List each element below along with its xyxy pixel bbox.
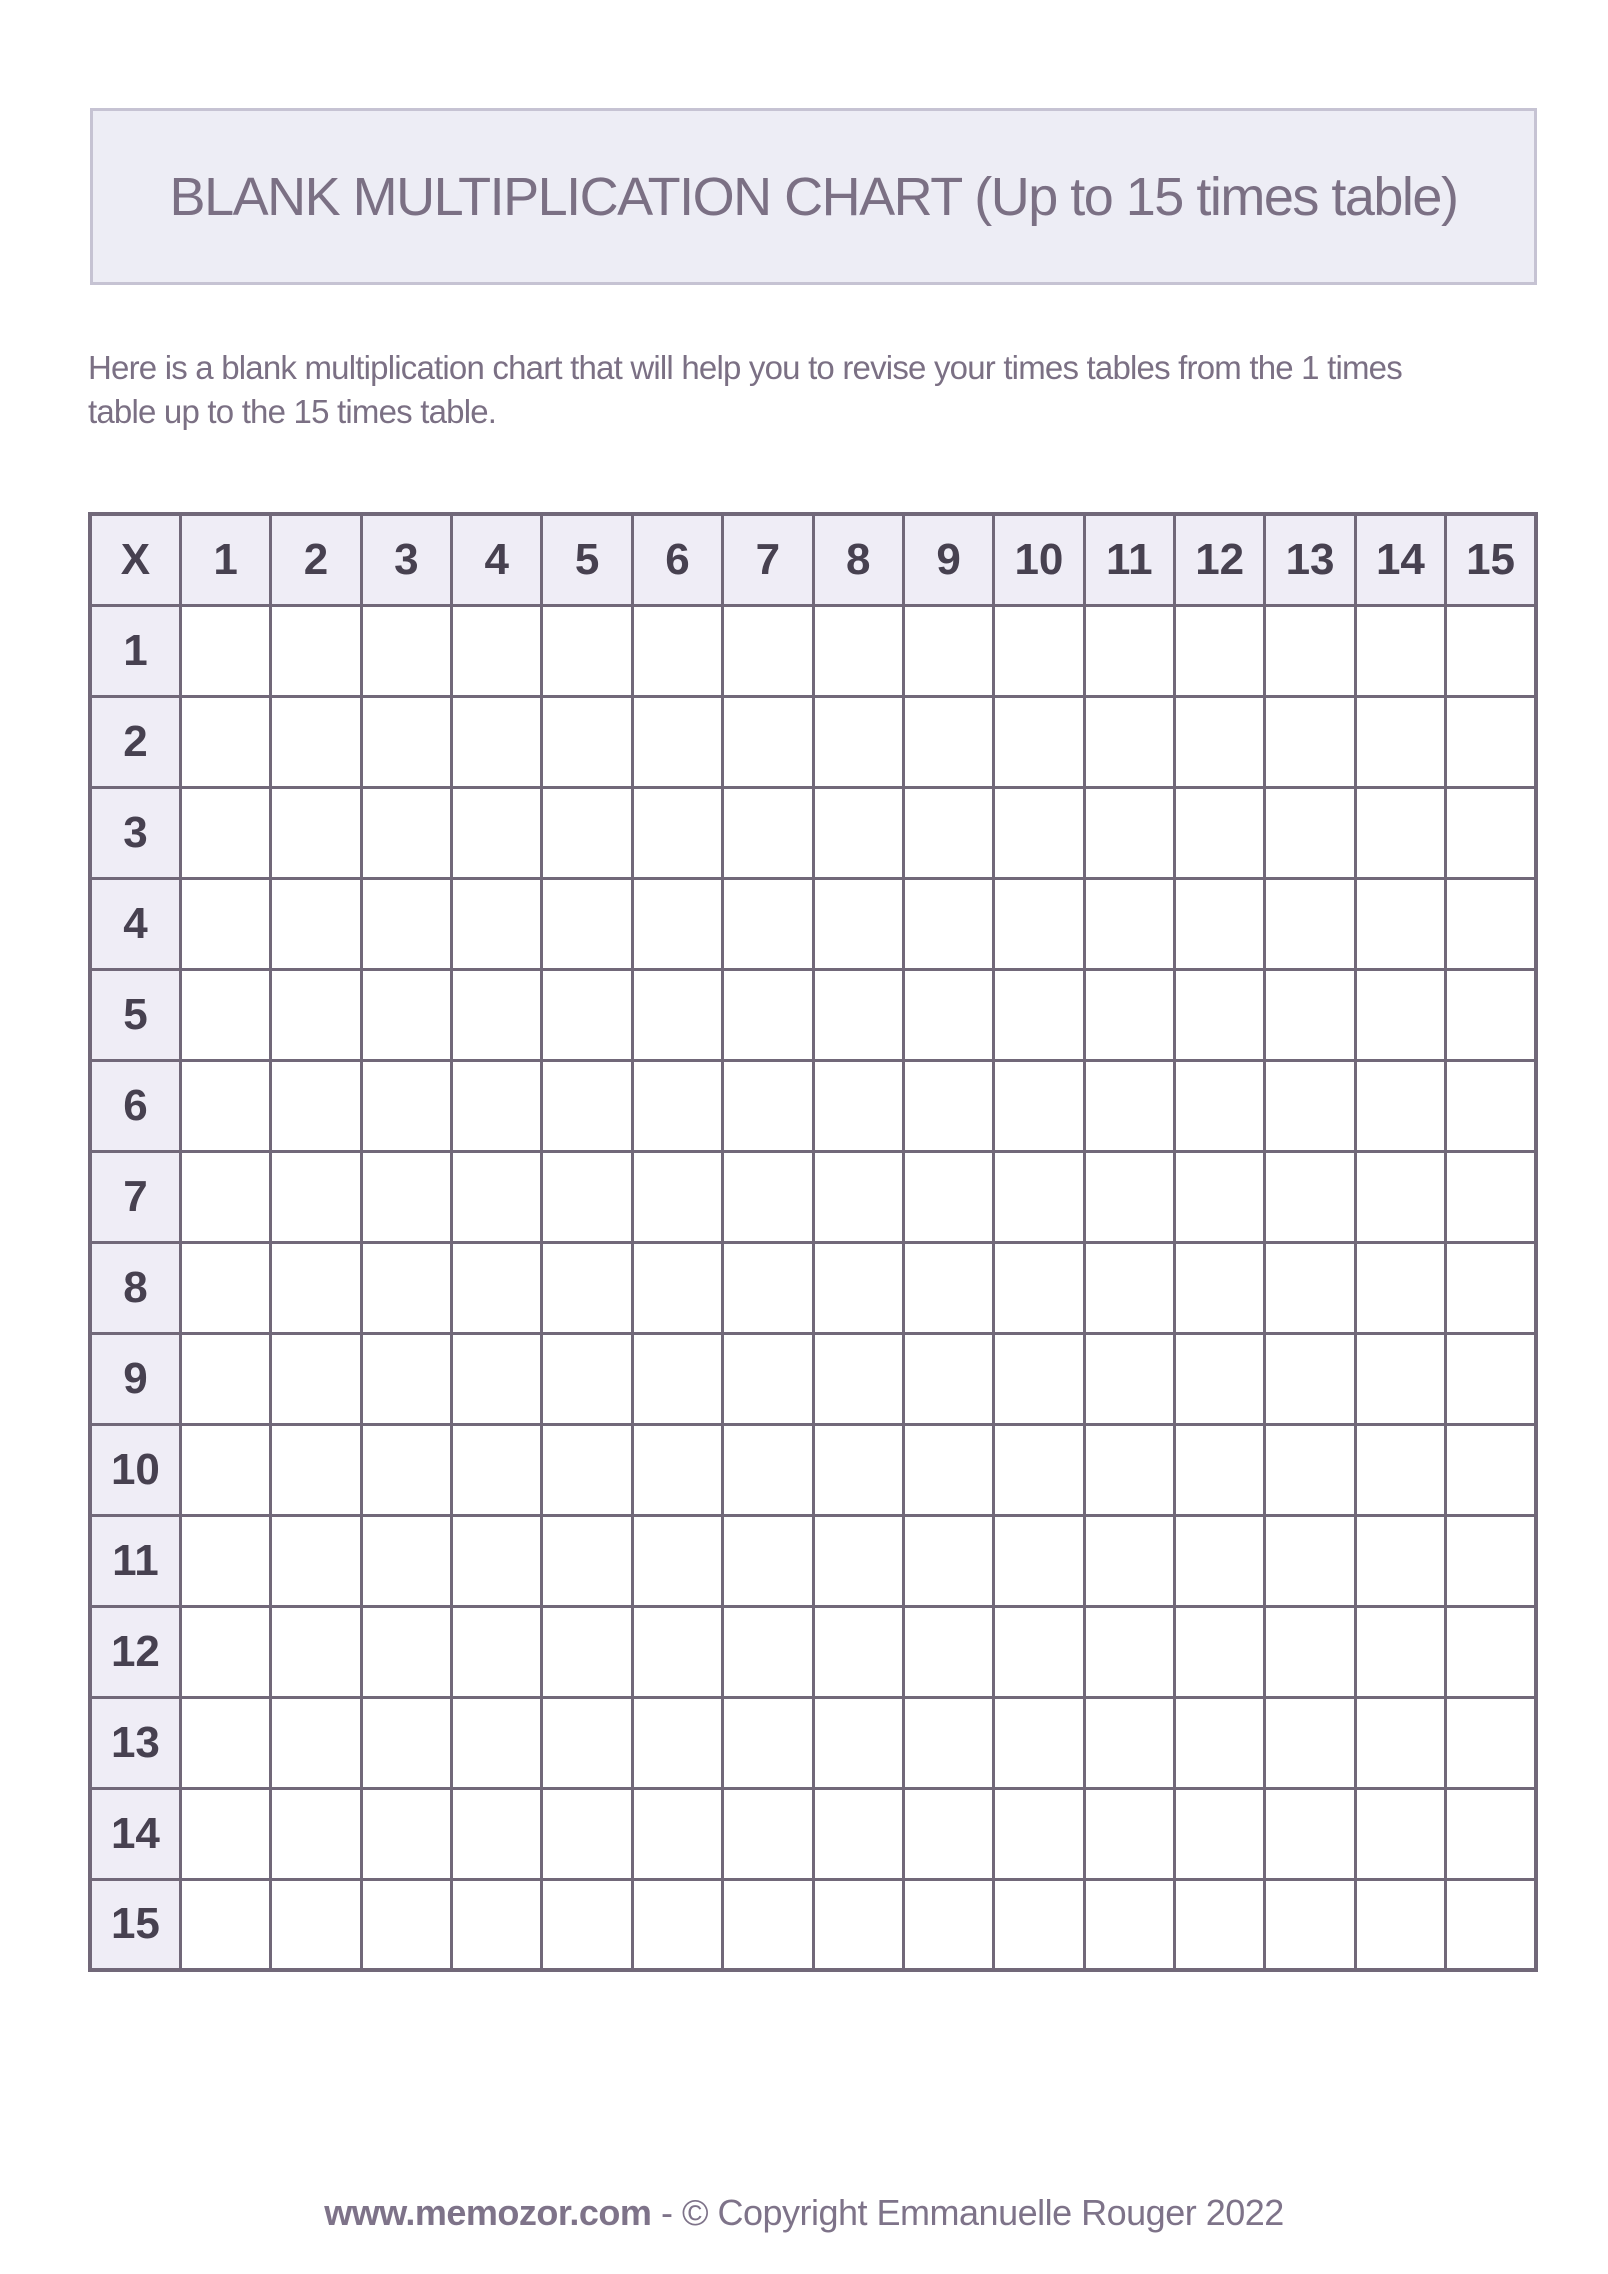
blank-cell <box>1446 1879 1536 1970</box>
blank-cell <box>1175 1697 1265 1788</box>
blank-cell <box>994 696 1084 787</box>
blank-cell <box>452 1879 542 1970</box>
blank-cell <box>1265 1606 1355 1697</box>
blank-cell <box>1175 1606 1265 1697</box>
blank-cell <box>1084 696 1174 787</box>
row-header-cell: 7 <box>90 1151 180 1242</box>
blank-cell <box>271 1697 361 1788</box>
blank-cell <box>452 1606 542 1697</box>
blank-cell <box>361 605 451 696</box>
blank-cell <box>1175 605 1265 696</box>
footer-copyright: © Copyright Emmanuelle Rouger 2022 <box>681 2192 1284 2233</box>
blank-cell <box>994 1606 1084 1697</box>
column-header-cell: 12 <box>1175 514 1265 605</box>
blank-cell <box>542 878 632 969</box>
blank-cell <box>1265 1697 1355 1788</box>
blank-cell <box>723 787 813 878</box>
blank-cell <box>994 1879 1084 1970</box>
blank-cell <box>271 696 361 787</box>
blank-cell <box>361 1697 451 1788</box>
blank-cell <box>1265 969 1355 1060</box>
blank-cell <box>271 1424 361 1515</box>
corner-header-cell: X <box>90 514 180 605</box>
blank-cell <box>361 696 451 787</box>
column-header-cell: 6 <box>632 514 722 605</box>
blank-cell <box>1446 787 1536 878</box>
blank-cell <box>632 1060 722 1151</box>
column-header-cell: 11 <box>1084 514 1174 605</box>
blank-cell <box>903 1515 993 1606</box>
blank-cell <box>813 878 903 969</box>
blank-cell <box>1175 1515 1265 1606</box>
blank-cell <box>542 969 632 1060</box>
blank-cell <box>903 1788 993 1879</box>
blank-cell <box>813 1788 903 1879</box>
blank-cell <box>271 969 361 1060</box>
blank-cell <box>903 878 993 969</box>
blank-cell <box>1265 1515 1355 1606</box>
blank-cell <box>903 1060 993 1151</box>
blank-cell <box>452 1060 542 1151</box>
blank-cell <box>723 1424 813 1515</box>
column-header-cell: 1 <box>180 514 270 605</box>
column-header-cell: 14 <box>1355 514 1445 605</box>
blank-cell <box>271 1606 361 1697</box>
table-row <box>90 1151 1536 1242</box>
blank-cell <box>1446 1333 1536 1424</box>
blank-cell <box>632 1788 722 1879</box>
blank-cell <box>1265 1333 1355 1424</box>
blank-cell <box>723 1515 813 1606</box>
blank-cell <box>1084 1879 1174 1970</box>
blank-cell <box>452 1697 542 1788</box>
blank-cell <box>903 696 993 787</box>
blank-cell <box>994 969 1084 1060</box>
blank-cell <box>1175 1151 1265 1242</box>
blank-cell <box>452 1424 542 1515</box>
blank-cell <box>994 1424 1084 1515</box>
blank-cell <box>452 605 542 696</box>
table-row <box>90 1060 1536 1151</box>
blank-cell <box>180 1879 270 1970</box>
blank-cell <box>1355 878 1445 969</box>
blank-cell <box>180 787 270 878</box>
table-row <box>90 1424 1536 1515</box>
blank-cell <box>994 878 1084 969</box>
blank-cell <box>813 696 903 787</box>
blank-cell <box>994 1151 1084 1242</box>
blank-cell <box>1175 1242 1265 1333</box>
row-header-cell: 6 <box>90 1060 180 1151</box>
blank-cell <box>903 1242 993 1333</box>
footer-separator: - <box>651 2192 682 2233</box>
column-header-cell: 10 <box>994 514 1084 605</box>
blank-cell <box>903 1697 993 1788</box>
blank-cell <box>632 1606 722 1697</box>
blank-cell <box>1446 605 1536 696</box>
blank-cell <box>271 1788 361 1879</box>
row-header-cell: 8 <box>90 1242 180 1333</box>
blank-cell <box>1265 787 1355 878</box>
blank-cell <box>361 1606 451 1697</box>
blank-cell <box>723 1151 813 1242</box>
blank-cell <box>813 787 903 878</box>
blank-cell <box>1175 1879 1265 1970</box>
footer <box>0 2192 1608 2234</box>
blank-cell <box>1355 1606 1445 1697</box>
blank-cell <box>1355 1333 1445 1424</box>
blank-cell <box>542 605 632 696</box>
blank-cell <box>1446 1060 1536 1151</box>
intro-line-1: Here is a blank multiplication chart that will help you to revise your times tables from the 1 times <box>88 349 1402 386</box>
blank-cell <box>1355 969 1445 1060</box>
blank-cell <box>1265 878 1355 969</box>
blank-cell <box>271 878 361 969</box>
blank-cell <box>1175 878 1265 969</box>
column-header-cell: 7 <box>723 514 813 605</box>
blank-cell <box>994 1697 1084 1788</box>
blank-cell <box>632 696 722 787</box>
blank-cell <box>632 1515 722 1606</box>
blank-cell <box>452 1788 542 1879</box>
blank-cell <box>1265 1424 1355 1515</box>
table-row <box>90 787 1536 878</box>
table-row <box>90 696 1536 787</box>
blank-cell <box>1265 1060 1355 1151</box>
row-header-cell: 15 <box>90 1879 180 1970</box>
column-header-cell: 3 <box>361 514 451 605</box>
row-header-cell: 2 <box>90 696 180 787</box>
blank-cell <box>361 1515 451 1606</box>
blank-cell <box>271 1060 361 1151</box>
blank-cell <box>452 787 542 878</box>
blank-cell <box>271 1879 361 1970</box>
blank-cell <box>1355 1151 1445 1242</box>
blank-cell <box>723 1788 813 1879</box>
blank-cell <box>723 1879 813 1970</box>
blank-cell <box>1355 1697 1445 1788</box>
blank-cell <box>1084 1242 1174 1333</box>
blank-cell <box>1084 1424 1174 1515</box>
column-header-cell: 15 <box>1446 514 1536 605</box>
blank-cell <box>180 1788 270 1879</box>
table-row <box>90 969 1536 1060</box>
blank-cell <box>361 1788 451 1879</box>
blank-cell <box>1175 787 1265 878</box>
blank-cell <box>1446 1515 1536 1606</box>
blank-cell <box>542 1606 632 1697</box>
blank-cell <box>1446 1788 1536 1879</box>
intro-text <box>88 346 1558 434</box>
blank-cell <box>723 878 813 969</box>
row-header-cell: 3 <box>90 787 180 878</box>
blank-cell <box>452 969 542 1060</box>
blank-cell <box>180 605 270 696</box>
blank-cell <box>180 1242 270 1333</box>
blank-cell <box>1355 1060 1445 1151</box>
blank-cell <box>452 1515 542 1606</box>
blank-cell <box>903 605 993 696</box>
blank-cell <box>813 969 903 1060</box>
blank-cell <box>1265 1242 1355 1333</box>
blank-cell <box>180 969 270 1060</box>
table-row <box>90 1333 1536 1424</box>
multiplication-table <box>88 512 1538 1972</box>
blank-cell <box>271 1242 361 1333</box>
row-header-cell: 11 <box>90 1515 180 1606</box>
blank-cell <box>180 1515 270 1606</box>
blank-cell <box>1175 969 1265 1060</box>
blank-cell <box>632 787 722 878</box>
blank-cell <box>1084 605 1174 696</box>
blank-cell <box>1265 1151 1355 1242</box>
blank-cell <box>1084 1333 1174 1424</box>
column-header-cell: 8 <box>813 514 903 605</box>
table-row <box>90 878 1536 969</box>
blank-cell <box>1175 1788 1265 1879</box>
blank-cell <box>1446 1151 1536 1242</box>
blank-cell <box>723 1333 813 1424</box>
blank-cell <box>452 1151 542 1242</box>
blank-cell <box>994 1788 1084 1879</box>
row-header-cell: 1 <box>90 605 180 696</box>
blank-cell <box>813 1424 903 1515</box>
grid-body <box>90 514 1536 1970</box>
table-row <box>90 1606 1536 1697</box>
column-header-cell: 4 <box>452 514 542 605</box>
blank-cell <box>180 878 270 969</box>
blank-cell <box>813 605 903 696</box>
blank-cell <box>1265 1879 1355 1970</box>
blank-cell <box>903 1606 993 1697</box>
blank-cell <box>542 1151 632 1242</box>
blank-cell <box>180 696 270 787</box>
blank-cell <box>813 1606 903 1697</box>
blank-cell <box>1175 696 1265 787</box>
blank-cell <box>452 696 542 787</box>
blank-cell <box>361 1333 451 1424</box>
blank-cell <box>542 1333 632 1424</box>
blank-cell <box>632 1242 722 1333</box>
blank-cell <box>1446 1697 1536 1788</box>
blank-cell <box>180 1060 270 1151</box>
blank-cell <box>1265 1788 1355 1879</box>
column-header-cell: 9 <box>903 514 993 605</box>
blank-cell <box>1084 1515 1174 1606</box>
blank-cell <box>271 605 361 696</box>
blank-cell <box>542 1060 632 1151</box>
blank-cell <box>271 1151 361 1242</box>
blank-cell <box>1084 1151 1174 1242</box>
row-header-cell: 12 <box>90 1606 180 1697</box>
blank-cell <box>1175 1424 1265 1515</box>
blank-cell <box>1265 605 1355 696</box>
page-title: BLANK MULTIPLICATION CHART (Up to 15 times table) <box>169 166 1458 227</box>
blank-cell <box>361 1060 451 1151</box>
table-row <box>90 1697 1536 1788</box>
blank-cell <box>632 1697 722 1788</box>
blank-cell <box>1084 1060 1174 1151</box>
blank-cell <box>542 1424 632 1515</box>
blank-cell <box>723 969 813 1060</box>
blank-cell <box>1355 1515 1445 1606</box>
table-row <box>90 1879 1536 1970</box>
table-row <box>90 605 1536 696</box>
blank-cell <box>1175 1060 1265 1151</box>
blank-cell <box>903 1151 993 1242</box>
blank-cell <box>180 1697 270 1788</box>
blank-cell <box>632 605 722 696</box>
blank-cell <box>632 969 722 1060</box>
blank-cell <box>813 1333 903 1424</box>
blank-cell <box>180 1333 270 1424</box>
blank-cell <box>542 1697 632 1788</box>
blank-cell <box>271 787 361 878</box>
blank-cell <box>813 1242 903 1333</box>
blank-cell <box>903 969 993 1060</box>
row-header-cell: 14 <box>90 1788 180 1879</box>
blank-cell <box>1355 1788 1445 1879</box>
blank-cell <box>1355 1879 1445 1970</box>
blank-cell <box>994 1060 1084 1151</box>
table-row <box>90 1242 1536 1333</box>
blank-cell <box>542 1515 632 1606</box>
blank-cell <box>271 1515 361 1606</box>
blank-cell <box>1446 1424 1536 1515</box>
blank-cell <box>542 1242 632 1333</box>
blank-cell <box>813 1515 903 1606</box>
blank-cell <box>1175 1333 1265 1424</box>
blank-cell <box>994 1242 1084 1333</box>
blank-cell <box>361 878 451 969</box>
blank-cell <box>1355 1242 1445 1333</box>
blank-cell <box>813 1060 903 1151</box>
blank-cell <box>542 787 632 878</box>
blank-cell <box>632 1151 722 1242</box>
blank-cell <box>632 1333 722 1424</box>
blank-cell <box>452 1333 542 1424</box>
row-header-cell: 9 <box>90 1333 180 1424</box>
blank-cell <box>361 1879 451 1970</box>
footer-site-link[interactable]: www.memozor.com <box>324 2192 652 2233</box>
table-row <box>90 1515 1536 1606</box>
blank-cell <box>903 1879 993 1970</box>
column-header-cell: 13 <box>1265 514 1355 605</box>
blank-cell <box>813 1151 903 1242</box>
table-row <box>90 1788 1536 1879</box>
blank-cell <box>632 1424 722 1515</box>
blank-cell <box>1446 1606 1536 1697</box>
blank-cell <box>1084 787 1174 878</box>
blank-cell <box>903 1424 993 1515</box>
blank-cell <box>180 1151 270 1242</box>
blank-cell <box>542 696 632 787</box>
blank-cell <box>361 787 451 878</box>
blank-cell <box>1084 1788 1174 1879</box>
blank-cell <box>1084 1606 1174 1697</box>
row-header-cell: 4 <box>90 878 180 969</box>
blank-cell <box>1355 696 1445 787</box>
blank-cell <box>994 1333 1084 1424</box>
blank-cell <box>361 1424 451 1515</box>
row-header-cell: 10 <box>90 1424 180 1515</box>
blank-cell <box>1084 1697 1174 1788</box>
blank-cell <box>452 1242 542 1333</box>
blank-cell <box>723 605 813 696</box>
blank-cell <box>903 787 993 878</box>
blank-cell <box>542 1788 632 1879</box>
column-header-cell: 2 <box>271 514 361 605</box>
blank-cell <box>180 1424 270 1515</box>
blank-cell <box>632 1879 722 1970</box>
blank-cell <box>180 1606 270 1697</box>
blank-cell <box>1446 878 1536 969</box>
blank-cell <box>1446 969 1536 1060</box>
blank-cell <box>1355 605 1445 696</box>
blank-cell <box>813 1879 903 1970</box>
blank-cell <box>813 1697 903 1788</box>
blank-cell <box>994 1515 1084 1606</box>
blank-cell <box>723 1060 813 1151</box>
blank-cell <box>723 1606 813 1697</box>
blank-cell <box>271 1333 361 1424</box>
column-header-cell: 5 <box>542 514 632 605</box>
blank-cell <box>903 1333 993 1424</box>
blank-cell <box>632 878 722 969</box>
blank-cell <box>1355 1424 1445 1515</box>
blank-cell <box>1355 787 1445 878</box>
blank-cell <box>452 878 542 969</box>
blank-cell <box>1446 1242 1536 1333</box>
blank-cell <box>723 1697 813 1788</box>
intro-line-2: table up to the 15 times table. <box>88 393 497 430</box>
blank-cell <box>1084 878 1174 969</box>
blank-cell <box>542 1879 632 1970</box>
blank-cell <box>361 1242 451 1333</box>
title-banner <box>90 108 1537 285</box>
blank-cell <box>1084 969 1174 1060</box>
column-header-row <box>90 514 1536 605</box>
blank-cell <box>361 969 451 1060</box>
row-header-cell: 13 <box>90 1697 180 1788</box>
blank-cell <box>1265 696 1355 787</box>
row-header-cell: 5 <box>90 969 180 1060</box>
blank-cell <box>723 1242 813 1333</box>
blank-cell <box>994 787 1084 878</box>
blank-cell <box>723 696 813 787</box>
blank-cell <box>361 1151 451 1242</box>
blank-cell <box>994 605 1084 696</box>
blank-cell <box>1446 696 1536 787</box>
